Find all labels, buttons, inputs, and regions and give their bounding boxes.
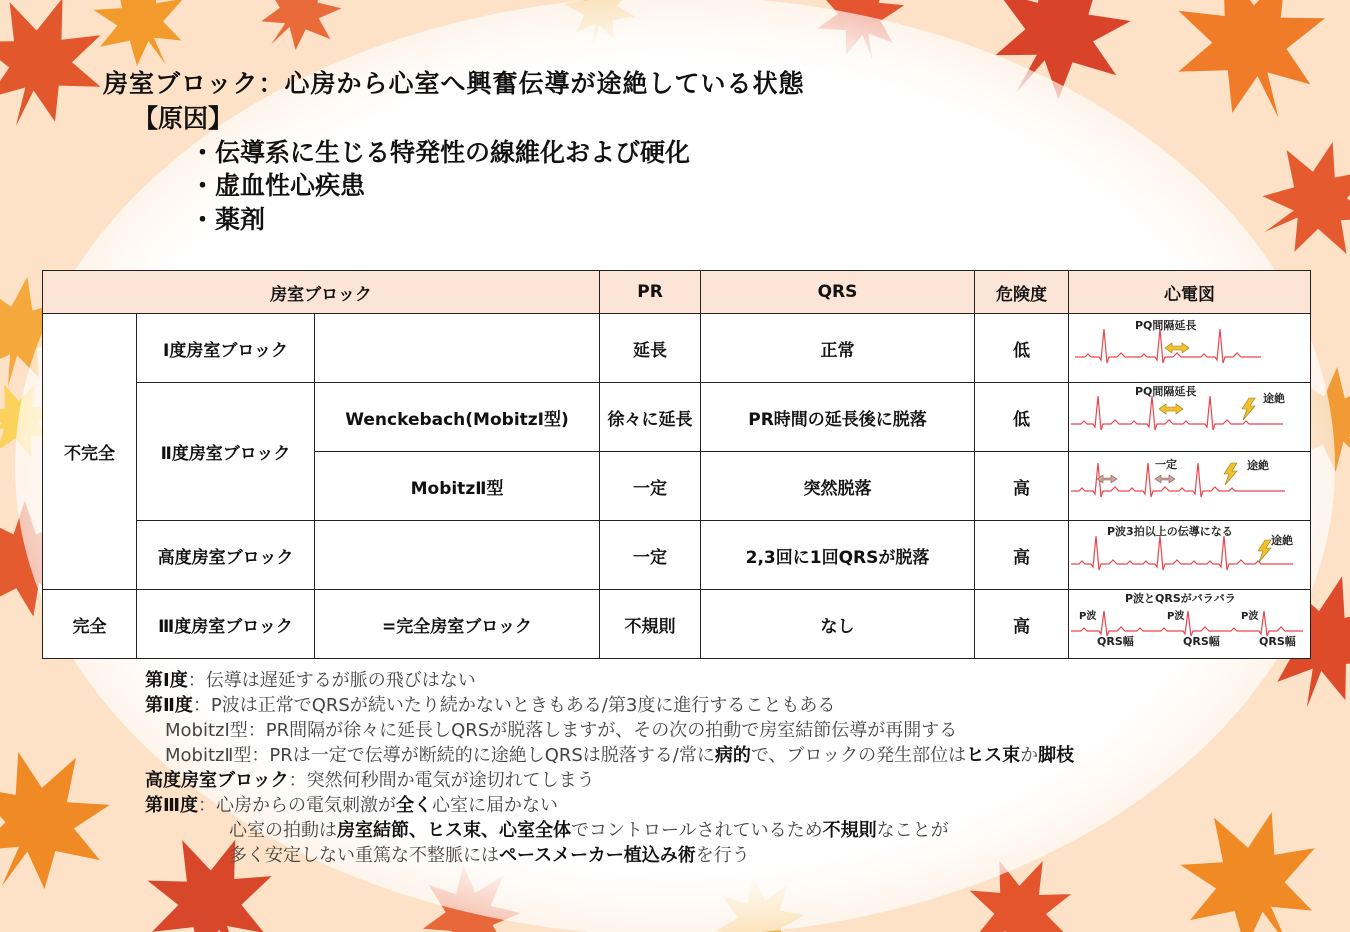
note-line [145, 793, 1074, 818]
notes [145, 668, 1074, 868]
qrs-value: 正常 [701, 314, 975, 383]
block-sub: =完全房室ブロック [315, 590, 600, 659]
av-block-table [42, 270, 1311, 659]
lightning-icon [1258, 540, 1271, 562]
note-head: 第Ⅱ度 [145, 695, 193, 716]
note-text: 心室の拍動は [229, 820, 337, 841]
table-row [43, 590, 1311, 659]
ecg-cell [1069, 452, 1311, 521]
note-emph: 房室結節、ヒス束、心室全体 [337, 820, 571, 841]
ecg-strip [1071, 384, 1309, 450]
ecg-label: P波3拍以上の伝導になる [1106, 525, 1233, 538]
group-incomplete: 不完全 [43, 314, 137, 590]
ecg-cell [1069, 590, 1311, 659]
note-text: ：心房からの電気刺激が [198, 795, 397, 816]
note-text: ：P波は正常でQRSが続いたり続かないときもある/第3度に進行することもある [192, 695, 836, 716]
ecg-cell [1069, 383, 1311, 452]
qrs-value: なし [701, 590, 975, 659]
header-qrs: QRS [701, 271, 975, 314]
group-complete: 完全 [43, 590, 137, 659]
ecg-label: 途絶 [1270, 534, 1293, 547]
note-text: か [1020, 745, 1039, 766]
note-line [145, 768, 1074, 793]
ecg-label: P波 [1166, 611, 1184, 622]
risk-value: 高 [975, 590, 1069, 659]
lightning-icon [1224, 463, 1237, 485]
page-title: 房室ブロック：心房から心室へ興奮伝導が途絶している状態 [103, 69, 805, 98]
note-line [145, 818, 1074, 843]
ecg-strip [1071, 453, 1309, 519]
ecg-strip [1071, 315, 1309, 381]
ecg-cell [1069, 521, 1311, 590]
block-sub [315, 314, 600, 383]
cause-item: ・薬剤 [190, 205, 266, 234]
ecg-strip [1071, 591, 1309, 657]
ecg-label: P波 [1240, 611, 1258, 622]
ecg-label: 一定 [1154, 458, 1177, 471]
note-emph: 不規則 [822, 820, 877, 841]
pr-value: 延長 [600, 314, 701, 383]
note-text: ：突然何秒間か電気が途切れてしまう [288, 770, 595, 791]
header-block: 房室ブロック [43, 271, 600, 314]
note-head: 高度房室ブロック [145, 770, 289, 791]
note-text: を行う [695, 845, 750, 866]
table-row [43, 314, 1311, 383]
risk-value: 高 [975, 452, 1069, 521]
header-ecg: 心電図 [1069, 271, 1311, 314]
block-sub [315, 521, 600, 590]
pr-value: 一定 [600, 521, 701, 590]
table-row [43, 521, 1311, 590]
note-text: でコントロールされているため [571, 820, 823, 841]
pr-value: 一定 [600, 452, 701, 521]
note-text: 多く安定しない重篤な不整脈には [229, 845, 499, 866]
qrs-value: 2,3回に1回QRSが脱落 [701, 521, 975, 590]
risk-value: 低 [975, 314, 1069, 383]
ecg-label: 途絶 [1262, 392, 1285, 405]
double-arrow-icon [1159, 404, 1183, 414]
ecg-label: P波 [1078, 611, 1096, 622]
note-text: MobitzⅡ型：PRは一定で伝導が断続的に途絶しQRSは脱落する/常に [165, 745, 715, 766]
note-emph: ペースメーカー植込み術 [499, 845, 696, 866]
ecg-label: QRS幅 [1258, 635, 1296, 648]
ecg-label: PQ間隔延長 [1134, 385, 1196, 398]
pr-value: 徐々に延長 [600, 383, 701, 452]
note-emph: 全く [396, 795, 433, 816]
ecg-label: 途絶 [1246, 459, 1269, 472]
double-arrow-icon [1165, 343, 1189, 353]
ecg-line [1071, 536, 1293, 570]
block-name: 高度房室ブロック [137, 521, 315, 590]
ecg-strip [1071, 522, 1309, 588]
ecg-label: QRS幅 [1182, 635, 1220, 648]
block-name: Ⅱ度房室ブロック [137, 383, 315, 521]
table-header-row [43, 271, 1311, 314]
ecg-cell [1069, 314, 1311, 383]
note-line [145, 668, 1074, 693]
cause-item: ・伝導系に生じる特発性の線維化および硬化 [190, 138, 691, 167]
note-line [145, 843, 1074, 868]
qrs-value: PR時間の延長後に脱落 [701, 383, 975, 452]
block-sub: Wenckebach(MobitzⅠ型) [315, 383, 600, 452]
note-emph: ヒス束 [966, 745, 1021, 766]
note-line [145, 693, 1074, 718]
block-name: Ⅲ度房室ブロック [137, 590, 315, 659]
cause-item: ・虚血性心疾患 [190, 171, 366, 200]
qrs-value: 突然脱落 [701, 452, 975, 521]
note-text: 心室に届かない [432, 795, 559, 816]
note-text: ：伝導は遅延するが脈の飛びはない [187, 670, 476, 691]
note-head: 第Ⅲ度 [145, 795, 199, 816]
note-emph: 病的 [714, 745, 751, 766]
risk-value: 高 [975, 521, 1069, 590]
ecg-label: P波とQRSがバラバラ [1124, 592, 1236, 605]
note-emph: 脚枝 [1038, 745, 1075, 766]
table-row [43, 383, 1311, 452]
block-name: Ⅰ度房室ブロック [137, 314, 315, 383]
note-line [145, 743, 1074, 768]
note-head: 第Ⅰ度 [145, 670, 188, 691]
block-sub: MobitzⅡ型 [315, 452, 600, 521]
lightning-icon [1242, 398, 1255, 420]
ecg-line [1071, 611, 1303, 636]
double-arrow-icon [1155, 475, 1175, 483]
causes-heading: 【原因】 [133, 104, 234, 133]
pr-value: 不規則 [600, 590, 701, 659]
note-text: MobitzⅠ型：PR間隔が徐々に延長しQRSが脱落しますが、その次の拍動で房室結節伝導が再開する [165, 720, 958, 741]
risk-value: 低 [975, 383, 1069, 452]
note-line [145, 718, 1074, 743]
ecg-label: QRS幅 [1096, 635, 1134, 648]
note-text: なことが [876, 820, 949, 841]
note-text: で、ブロックの発生部位は [750, 745, 967, 766]
header-risk: 危険度 [975, 271, 1069, 314]
header-pr: PR [600, 271, 701, 314]
ecg-label: PQ間隔延長 [1134, 319, 1196, 332]
